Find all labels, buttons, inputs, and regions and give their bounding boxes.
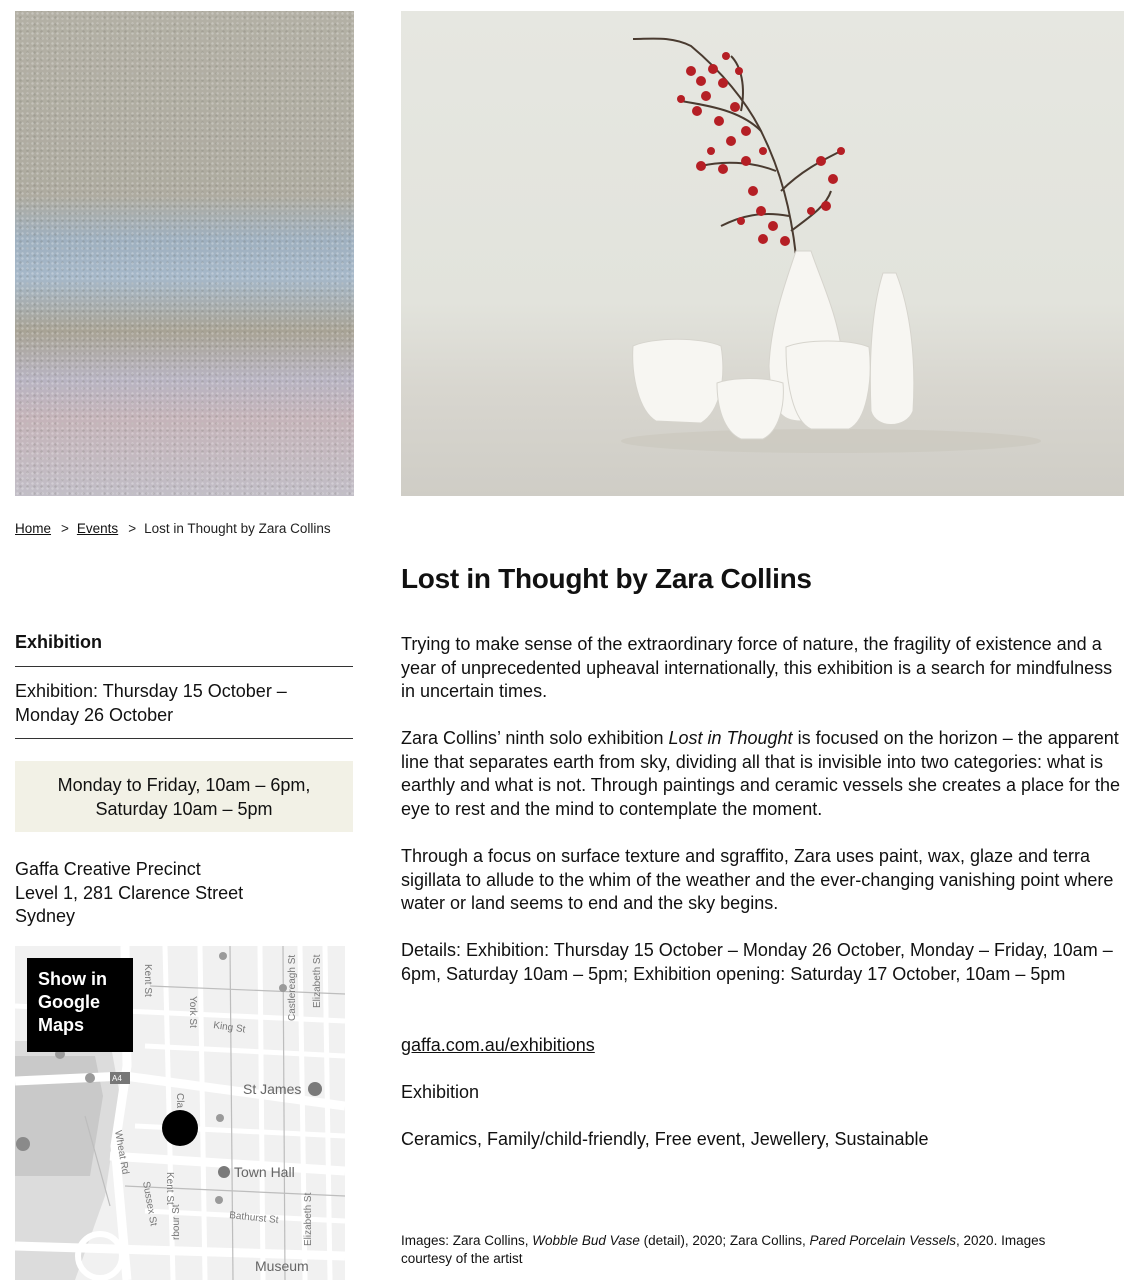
show-in-google-maps-button[interactable]: Show in Google Maps [27,958,133,1052]
breadcrumb-separator: > [61,521,69,536]
caption-text: , 2020. Images courtesy of the artist [401,1233,1046,1266]
glaze-texture [15,11,354,496]
map-label-bathurst-st: Bathurst St [228,1210,280,1227]
map-label-castlereagh-st: Castlereagh St [287,954,298,1021]
map-label-kent-st: Kent St [142,964,153,997]
map-label-elizabeth-st-2: Elizabeth St [303,1192,314,1246]
venue-city: Sydney [15,906,76,926]
hero-image-pared-porcelain-vessels [401,11,1124,496]
caption-text: (detail), 2020; Zara Collins, [639,1233,810,1248]
description-paragraph-1: Trying to make sense of the extraordinary force of nature, the fragility of existence and a year of unprecedented upheaval internationally, this exhibition is a search for mindfulness in uncertain times. [401,634,1113,701]
event-category: Exhibition [401,1082,480,1102]
breadcrumb-separator: > [128,521,137,536]
gaffa-exhibitions-link[interactable]: gaffa.com.au/exhibitions [401,1035,595,1055]
event-link-row [401,1034,1121,1058]
caption-work-title: Wobble Bud Vase [532,1233,640,1248]
opening-hours-line1: Monday to Friday, 10am – 6pm, [57,774,311,795]
exhibition-title-italic: Lost in Thought [668,728,793,748]
caption-work-title: Pared Porcelain Vessels [809,1233,957,1248]
details-paragraph: Details: Exhibition: Thursday 15 October – Monday 26 October, Monday – Friday, 10am – 6pm, Saturday 10am – 5pm; Exhibition opening: Saturday 17 October, 10am – 5pm [401,940,1113,984]
location-pin-icon[interactable] [162,1110,198,1146]
event-type-label: Exhibition [15,632,102,652]
description-paragraph-3: Through a focus on surface texture and sgraffito, Zara uses paint, wax, glaze and terra sigillata to allude to the whim of the weather and the ever-changing vanishing point where water or land seems to end and the sky begins. [401,846,1114,913]
location-map[interactable] [15,946,345,1280]
description-text: Zara Collins’ ninth solo exhibition [401,728,669,748]
page-title: Lost in Thought by Zara Collins [401,563,812,594]
venue-street: Level 1, 281 Clarence Street [15,882,244,903]
map-label-harbour-partial: rbour St [171,1204,182,1240]
caption-text: Images: Zara Collins, [401,1233,533,1248]
vessels-illustration [401,11,1124,496]
map-label-elizabeth-st: Elizabeth St [312,954,323,1008]
opening-hours-box [15,761,353,832]
event-tags: Ceramics, Family/child-friendly, Free event, Jewellery, Sustainable [401,1129,929,1149]
map-label-york-st: York St [187,996,198,1028]
description-text: is focused on the horizon – the apparent line that separates earth from sky, dividing all that is invisible into two categories: what is earthly and what is not. Through paintings and ceramic vessels she creates a place for the eye to rest and the mind to contemplate the moment. [401,728,1121,819]
map-label-a4: A4 [112,1074,122,1083]
event-description-2 [401,727,1121,821]
map-label-sussex-st: Sussex St [140,1180,159,1227]
venue-address [15,858,353,929]
map-label-king-st: King St [212,1020,247,1036]
venue-name: Gaffa Creative Precinct [15,859,201,879]
opening-hours-line2: Saturday 10am – 5pm [95,798,273,819]
breadcrumb-home-link[interactable]: Home [15,521,52,536]
map-label-clarence-partial: Cla [174,1093,185,1109]
map-label-museum: Museum [255,1258,309,1274]
divider [15,738,353,739]
divider [15,666,353,667]
event-details [401,939,1121,986]
image-caption [401,1232,1091,1267]
description-paragraph-2 [401,727,1121,821]
event-dates-line1: Exhibition: Thursday 15 October – [15,681,287,701]
event-dates-line2: Monday 26 October [15,704,174,725]
event-dates [15,680,353,727]
porcelain-vessels [633,251,914,439]
map-label-town-hall: Town Hall [234,1164,295,1180]
map-label-st-james: St James [243,1081,302,1097]
hero-image-wobble-bud-vase-detail [15,11,354,496]
breadcrumb [15,521,331,536]
red-berries [677,52,845,246]
event-description [401,633,1121,704]
breadcrumb-current: Lost in Thought by Zara Collins [144,521,331,536]
map-label-wheat-rd: Wheat Rd [112,1129,131,1176]
map-label-kent-st-2: Kent St [164,1172,175,1205]
breadcrumb-events-link[interactable]: Events [76,521,119,536]
event-description-3 [401,845,1121,916]
